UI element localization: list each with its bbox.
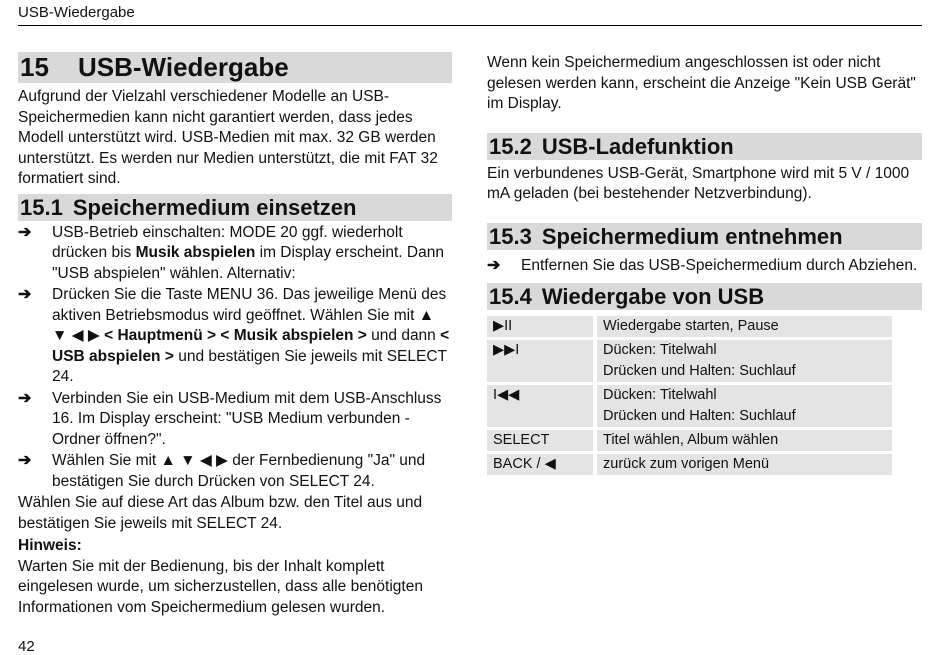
previous-track-key: I◀◀ [487,385,597,427]
table-cell: zurück zum vorigen Menü [597,454,892,475]
next-track-key: ▶▶I [487,340,597,382]
section-number: 15 [20,52,49,82]
play-pause-key: ▶II [487,316,597,337]
select-key: SELECT [487,430,597,451]
table-cell: Dücken: Titelwahl Drücken und Halten: Suchlauf [597,340,892,382]
subsection-heading-15-4 [487,283,922,310]
left-column [18,52,452,618]
subsection-number: 15.2 [489,133,532,159]
function-table [487,313,892,478]
intro-paragraph: Aufgrund der Vielzahl verschiedener Modelle an USB-Speichermedien kann nicht garantiert werden, dass jedes Modell unterstützt wird. USB-Medien mit max. 32 GB werden unterstützt. Es werden nur Medien unterstützt, die mit FAT 32 formatiert sind. [18,88,438,187]
charging-paragraph: Ein verbundenes USB-Gerät, Smartphone wird mit 5 V / 1000 mA geladen (bei bestehender Netzverbindung). [487,164,910,202]
arrow-icon: ➔ [18,452,32,469]
table-row [487,430,892,451]
arrow-icon: ➔ [18,389,32,407]
step-item: ➔ USB-Betrieb einschalten: MODE 20 ggf. wiederholt drücken bis Musik abspielen im Display erscheint. Dann "USB abspielen" wählen. Alternativ: [18,223,444,282]
table-cell: Dücken: Titelwahl Drücken und Halten: Suchlauf [597,385,892,427]
section-heading [18,52,452,83]
step-item: ➔ Entfernen Sie das USB-Speichermedium durch Abziehen. [487,256,922,277]
page-number: 42 [18,638,35,655]
subsection-title: Wiedergabe von USB [541,284,765,309]
header-rule [18,25,922,26]
subsection-number: 15.3 [489,223,532,249]
arrow-icon: ➔ [18,286,32,303]
subsection-heading-15-3 [487,223,922,250]
right-column [487,53,922,478]
subsection-title: USB-Ladefunktion [541,133,734,159]
subsection-number: 15.1 [20,194,63,220]
arrow-icon: ➔ [18,223,32,241]
note-label: Hinweis: [18,537,82,554]
table-row [487,340,892,382]
step-item: ➔ Wählen Sie mit ▲ ▼ ◀ ▶ der Fernbedienung "Ja" und bestätigen Sie durch Drücken von SELECT 24. [18,452,426,490]
subsection-heading-15-1 [18,194,452,221]
step-list [18,223,452,493]
table-cell: Wiedergabe starten, Pause [597,316,892,337]
subsection-title: Speichermedium einsetzen [72,194,357,220]
note-text: Warten Sie mit der Bedienung, bis der Inhalt komplett eingelesen wurde, um sicherzustellen, dass alle benötigten Informationen vom Speichermedium gelesen wurden. [18,557,423,616]
table-cell: Titel wählen, Album wählen [597,430,892,451]
table-row [487,316,892,337]
step-item: ➔ Drücken Sie die Taste MENU 36. Das jeweilige Menü des aktiven Betriebsmodus wird geöffnet. Wählen Sie mit ▲ ▼ ◀ ▶ < Hauptmenü > < Musik abspielen > und dann < USB abspielen > und bestätigen Sie jeweils mit SELECT 24. [18,286,450,385]
running-header: USB-Wiedergabe [18,4,135,21]
section-title: USB-Wiedergabe [78,52,289,82]
arrow-icon: ➔ [487,256,501,274]
subsection-title: Speichermedium entnehmen [541,223,843,249]
back-key: BACK / ◀ [487,454,597,475]
right-intro-paragraph: Wenn kein Speichermedium angeschlossen ist oder nicht gelesen werden kann, erscheint die Anzeige "Kein USB Gerät" im Display. [487,54,916,112]
table-row [487,385,892,427]
remove-step-list [487,256,922,277]
after-steps-paragraph: Wählen Sie auf diese Art das Album bzw. den Titel aus und bestätigen Sie jeweils mit SELECT 24. [18,494,423,532]
table-row [487,454,892,475]
step-item: ➔ Verbinden Sie ein USB-Medium mit dem USB-Anschluss 16. Im Display erscheint: "USB Medium verbunden - Ordner öffnen?". [18,389,442,448]
subsection-heading-15-2 [487,133,922,160]
subsection-number: 15.4 [489,284,532,309]
